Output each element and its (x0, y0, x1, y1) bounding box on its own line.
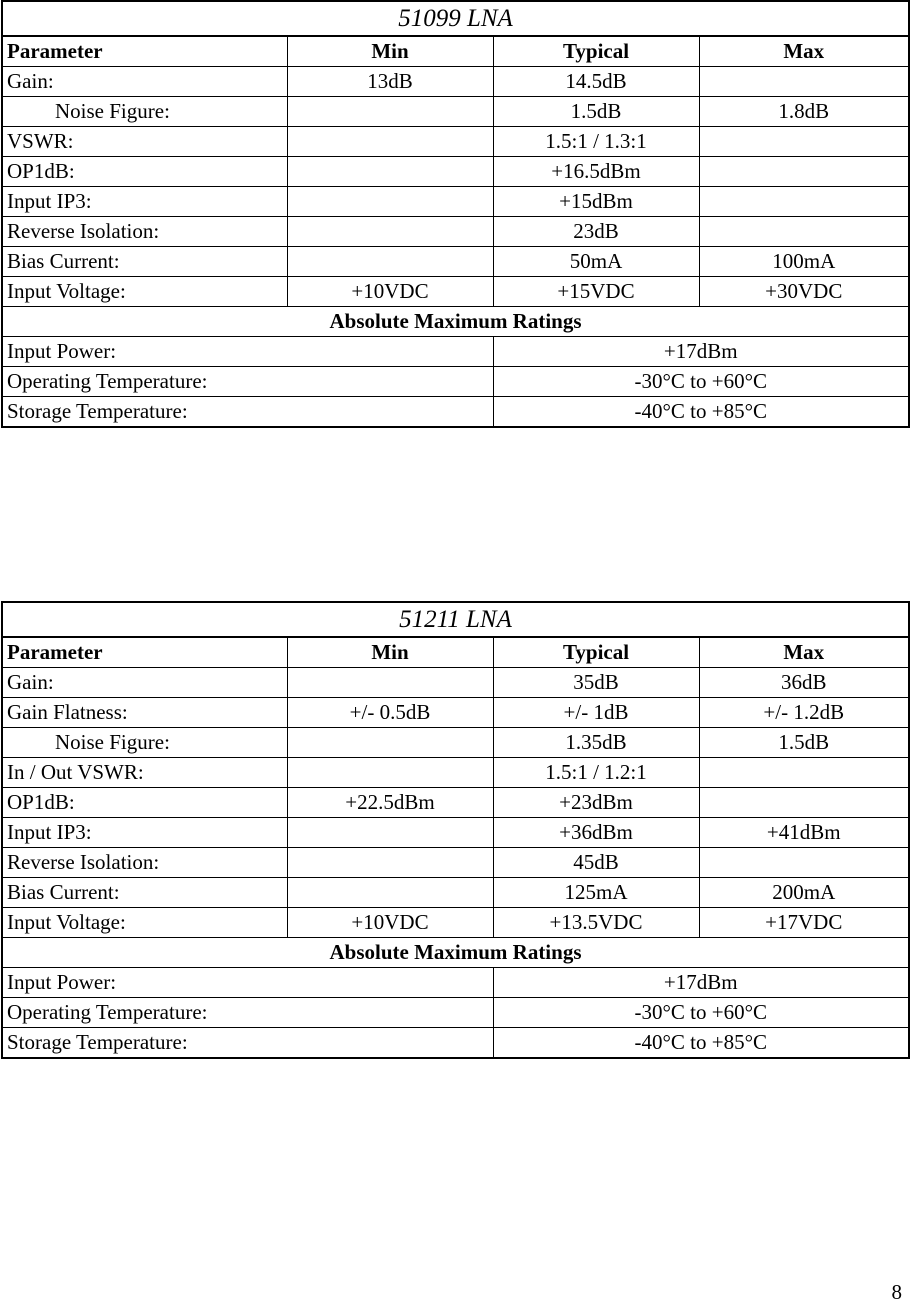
abs-max-row (2, 337, 909, 367)
typical-cell: 1.5:1 / 1.2:1 (493, 758, 699, 788)
column-header-min: Min (287, 637, 493, 668)
min-cell (287, 217, 493, 247)
abs-parameter-cell: Operating Temperature: (2, 998, 493, 1028)
typical-cell: +15VDC (493, 277, 699, 307)
typical-cell: 50mA (493, 247, 699, 277)
abs-parameter-cell: Input Power: (2, 968, 493, 998)
min-cell: +10VDC (287, 908, 493, 938)
max-cell: +30VDC (699, 277, 909, 307)
table-row (2, 878, 909, 908)
typical-cell: +15dBm (493, 187, 699, 217)
parameter-cell: Noise Figure: (2, 728, 287, 758)
table-row (2, 97, 909, 127)
abs-parameter-cell: Storage Temperature: (2, 397, 493, 428)
column-header-typical: Typical (493, 637, 699, 668)
min-cell (287, 247, 493, 277)
table-title: 51211 LNA (2, 602, 909, 637)
typical-cell: +23dBm (493, 788, 699, 818)
title-row (2, 1, 909, 36)
column-header-parameter: Parameter (2, 637, 287, 668)
min-cell (287, 758, 493, 788)
parameter-cell: Bias Current: (2, 247, 287, 277)
typical-cell: 1.5dB (493, 97, 699, 127)
abs-parameter-cell: Storage Temperature: (2, 1028, 493, 1059)
typical-cell: 23dB (493, 217, 699, 247)
max-cell (699, 67, 909, 97)
max-cell: 1.8dB (699, 97, 909, 127)
title-row (2, 602, 909, 637)
abs-value-cell: -30°C to +60°C (493, 998, 909, 1028)
table-row (2, 157, 909, 187)
max-cell (699, 758, 909, 788)
max-cell: 200mA (699, 878, 909, 908)
table-row (2, 668, 909, 698)
parameter-cell: Noise Figure: (2, 97, 287, 127)
abs-max-header-row (2, 307, 909, 337)
abs-max-ratings-heading: Absolute Maximum Ratings (2, 307, 909, 337)
max-cell: 36dB (699, 668, 909, 698)
typical-cell: +/- 1dB (493, 698, 699, 728)
max-cell (699, 788, 909, 818)
parameter-cell: Gain Flatness: (2, 698, 287, 728)
table-row (2, 788, 909, 818)
table-row (2, 127, 909, 157)
column-header-max: Max (699, 36, 909, 67)
abs-max-row (2, 367, 909, 397)
typical-cell: 1.35dB (493, 728, 699, 758)
max-cell (699, 217, 909, 247)
parameter-cell: OP1dB: (2, 788, 287, 818)
abs-value-cell: +17dBm (493, 337, 909, 367)
parameter-cell: Reverse Isolation: (2, 217, 287, 247)
min-cell (287, 668, 493, 698)
table-row (2, 818, 909, 848)
parameter-cell: Reverse Isolation: (2, 848, 287, 878)
min-cell (287, 848, 493, 878)
parameter-cell: Input IP3: (2, 818, 287, 848)
typical-cell: +16.5dBm (493, 157, 699, 187)
abs-value-cell: -40°C to +85°C (493, 1028, 909, 1059)
table-row (2, 698, 909, 728)
table-row (2, 728, 909, 758)
max-cell (699, 187, 909, 217)
typical-cell: 45dB (493, 848, 699, 878)
min-cell (287, 157, 493, 187)
min-cell: +22.5dBm (287, 788, 493, 818)
abs-max-header-row (2, 938, 909, 968)
column-header-min: Min (287, 36, 493, 67)
abs-parameter-cell: Input Power: (2, 337, 493, 367)
table-row (2, 217, 909, 247)
min-cell (287, 187, 493, 217)
min-cell (287, 878, 493, 908)
min-cell: +/- 0.5dB (287, 698, 493, 728)
table-title: 51099 LNA (2, 1, 909, 36)
typical-cell: 125mA (493, 878, 699, 908)
abs-max-row (2, 1028, 909, 1059)
max-cell (699, 848, 909, 878)
abs-max-ratings-heading: Absolute Maximum Ratings (2, 938, 909, 968)
spec-table-51211 (1, 601, 910, 1059)
parameter-cell: OP1dB: (2, 157, 287, 187)
column-header-typical: Typical (493, 36, 699, 67)
typical-cell: +36dBm (493, 818, 699, 848)
parameter-cell: Input Voltage: (2, 908, 287, 938)
table-row (2, 848, 909, 878)
abs-value-cell: +17dBm (493, 968, 909, 998)
table-row (2, 277, 909, 307)
header-row (2, 36, 909, 67)
abs-max-row (2, 998, 909, 1028)
min-cell (287, 818, 493, 848)
abs-parameter-cell: Operating Temperature: (2, 367, 493, 397)
table-row (2, 67, 909, 97)
max-cell: 1.5dB (699, 728, 909, 758)
min-cell: 13dB (287, 67, 493, 97)
column-header-max: Max (699, 637, 909, 668)
min-cell (287, 728, 493, 758)
typical-cell: 35dB (493, 668, 699, 698)
parameter-cell: Gain: (2, 668, 287, 698)
parameter-cell: In / Out VSWR: (2, 758, 287, 788)
header-row (2, 637, 909, 668)
column-header-parameter: Parameter (2, 36, 287, 67)
table-row (2, 187, 909, 217)
max-cell: +17VDC (699, 908, 909, 938)
typical-cell: 14.5dB (493, 67, 699, 97)
parameter-cell: Bias Current: (2, 878, 287, 908)
spec-table-51099 (1, 0, 910, 428)
table-row (2, 247, 909, 277)
max-cell: +/- 1.2dB (699, 698, 909, 728)
typical-cell: 1.5:1 / 1.3:1 (493, 127, 699, 157)
max-cell (699, 157, 909, 187)
min-cell: +10VDC (287, 277, 493, 307)
abs-max-row (2, 397, 909, 428)
abs-value-cell: -40°C to +85°C (493, 397, 909, 428)
parameter-cell: Input IP3: (2, 187, 287, 217)
min-cell (287, 127, 493, 157)
min-cell (287, 97, 493, 127)
max-cell: 100mA (699, 247, 909, 277)
parameter-cell: Gain: (2, 67, 287, 97)
table-row (2, 908, 909, 938)
max-cell: +41dBm (699, 818, 909, 848)
page-number: 8 (891, 1280, 902, 1304)
abs-max-row (2, 968, 909, 998)
table-row (2, 758, 909, 788)
abs-value-cell: -30°C to +60°C (493, 367, 909, 397)
parameter-cell: Input Voltage: (2, 277, 287, 307)
parameter-cell: VSWR: (2, 127, 287, 157)
typical-cell: +13.5VDC (493, 908, 699, 938)
max-cell (699, 127, 909, 157)
